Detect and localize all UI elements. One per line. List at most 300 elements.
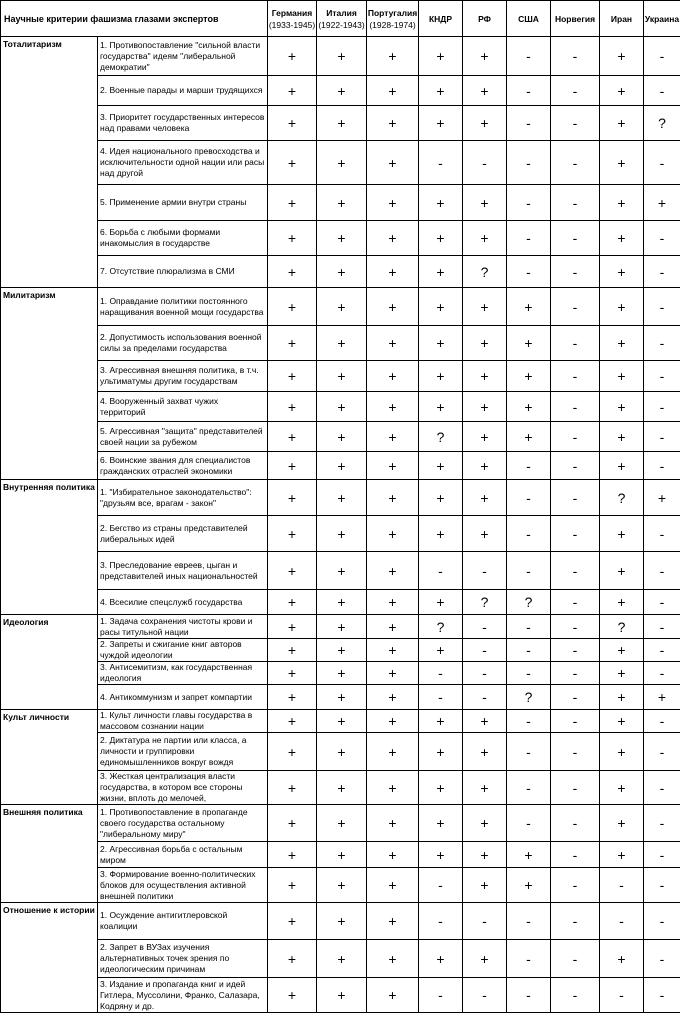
- mark-cell: +: [268, 903, 317, 940]
- table-row: [1, 552, 680, 590]
- mark-cell: +: [463, 516, 507, 552]
- mark-cell: +: [419, 185, 463, 221]
- mark-cell: +: [367, 842, 419, 868]
- mark-cell: -: [644, 590, 680, 615]
- mark-cell: -: [644, 221, 680, 256]
- mark-cell: +: [317, 903, 367, 940]
- mark-cell: -: [644, 733, 680, 771]
- mark-cell: +: [367, 361, 419, 392]
- mark-cell: +: [317, 76, 367, 106]
- mark-cell: -: [551, 221, 600, 256]
- mark-cell: -: [463, 978, 507, 1013]
- mark-cell: +: [268, 76, 317, 106]
- mark-cell: +: [419, 256, 463, 288]
- mark-cell: +: [317, 842, 367, 868]
- mark-cell: -: [644, 37, 680, 76]
- mark-cell: +: [463, 106, 507, 141]
- mark-cell: +: [600, 141, 644, 185]
- table-row: [1, 903, 680, 940]
- mark-cell: -: [551, 868, 600, 903]
- criterion-cell: 2. Агрессивная борьба с остальным миром: [98, 842, 268, 868]
- mark-cell: -: [644, 639, 680, 662]
- criterion-cell: 3. Формирование военно-политических блоков для осуществления активной внешней политики: [98, 868, 268, 903]
- mark-cell: -: [551, 452, 600, 480]
- mark-cell: +: [600, 590, 644, 615]
- mark-cell: +: [317, 452, 367, 480]
- mark-cell: +: [600, 361, 644, 392]
- criterion-cell: 2. Диктатура не партии или класса, а личности и группировки единомышленников вокруг вождя: [98, 733, 268, 771]
- mark-cell: +: [419, 842, 463, 868]
- mark-cell: +: [600, 842, 644, 868]
- mark-cell: +: [463, 842, 507, 868]
- criterion-cell: 1. Оправдание политики постоянного наращивания военной мощи государства: [98, 288, 268, 326]
- mark-cell: +: [463, 771, 507, 805]
- mark-cell: -: [419, 552, 463, 590]
- mark-cell: +: [463, 940, 507, 978]
- mark-cell: +: [268, 422, 317, 452]
- mark-cell: -: [507, 805, 551, 842]
- mark-cell: -: [507, 552, 551, 590]
- mark-cell: +: [600, 422, 644, 452]
- column-name: Италия: [326, 7, 357, 18]
- mark-cell: +: [367, 452, 419, 480]
- column-name: Германия: [271, 7, 313, 18]
- column-header: [317, 1, 367, 37]
- mark-cell: +: [317, 639, 367, 662]
- mark-cell: +: [317, 978, 367, 1013]
- mark-cell: +: [367, 771, 419, 805]
- mark-cell: -: [463, 903, 507, 940]
- mark-cell: -: [551, 639, 600, 662]
- mark-cell: -: [463, 552, 507, 590]
- mark-cell: -: [507, 771, 551, 805]
- mark-cell: +: [317, 805, 367, 842]
- mark-cell: +: [507, 868, 551, 903]
- criterion-cell: 4. Вооруженный захват чужих территорий: [98, 392, 268, 422]
- mark-cell: +: [507, 842, 551, 868]
- mark-cell: -: [507, 615, 551, 639]
- criterion-cell: 7. Отсутствие плюрализма в СМИ: [98, 256, 268, 288]
- table-row: [1, 480, 680, 516]
- mark-cell: ?: [507, 590, 551, 615]
- mark-cell: +: [367, 76, 419, 106]
- mark-cell: -: [419, 141, 463, 185]
- criterion-cell: 1. Противопоставление в пропаганде своего государства остальному "либеральному миру": [98, 805, 268, 842]
- mark-cell: +: [367, 903, 419, 940]
- mark-cell: -: [551, 978, 600, 1013]
- mark-cell: +: [317, 392, 367, 422]
- mark-cell: +: [268, 552, 317, 590]
- table-row: [1, 141, 680, 185]
- mark-cell: +: [419, 37, 463, 76]
- criterion-cell: 6. Борьба с любыми формами инакомыслия в государстве: [98, 221, 268, 256]
- criterion-cell: 2. Запреты и сжигание книг авторов чуждой идеологии: [98, 639, 268, 662]
- mark-cell: +: [600, 662, 644, 685]
- mark-cell: +: [600, 326, 644, 361]
- mark-cell: +: [419, 516, 463, 552]
- mark-cell: +: [317, 326, 367, 361]
- table-row: [1, 639, 680, 662]
- column-name: Иран: [610, 13, 633, 24]
- mark-cell: +: [317, 422, 367, 452]
- mark-cell: -: [644, 552, 680, 590]
- mark-cell: ?: [600, 615, 644, 639]
- mark-cell: -: [507, 639, 551, 662]
- mark-cell: +: [463, 326, 507, 361]
- table-row: [1, 185, 680, 221]
- mark-cell: +: [600, 552, 644, 590]
- mark-cell: +: [317, 37, 367, 76]
- criterion-cell: 1. "Избирательное законодательство": "друзьям все, врагам - закон": [98, 480, 268, 516]
- mark-cell: +: [268, 221, 317, 256]
- mark-cell: -: [644, 615, 680, 639]
- mark-cell: -: [644, 842, 680, 868]
- mark-cell: +: [367, 940, 419, 978]
- mark-cell: -: [463, 639, 507, 662]
- table-row: [1, 662, 680, 685]
- mark-cell: +: [367, 805, 419, 842]
- column-period: (1928-1974): [369, 19, 416, 30]
- table-row: [1, 590, 680, 615]
- mark-cell: +: [317, 480, 367, 516]
- mark-cell: -: [551, 480, 600, 516]
- mark-cell: +: [367, 185, 419, 221]
- mark-cell: -: [507, 37, 551, 76]
- mark-cell: -: [600, 978, 644, 1013]
- mark-cell: +: [600, 185, 644, 221]
- mark-cell: +: [367, 710, 419, 733]
- mark-cell: +: [367, 288, 419, 326]
- category-cell: Внешняя политика: [1, 805, 98, 903]
- mark-cell: +: [463, 185, 507, 221]
- mark-cell: +: [317, 710, 367, 733]
- mark-cell: +: [317, 771, 367, 805]
- criterion-cell: 1. Культ личности главы государства в массовом сознании нации: [98, 710, 268, 733]
- mark-cell: +: [600, 733, 644, 771]
- mark-cell: -: [644, 662, 680, 685]
- mark-cell: +: [317, 288, 367, 326]
- mark-cell: ?: [419, 422, 463, 452]
- mark-cell: -: [644, 978, 680, 1013]
- mark-cell: -: [551, 392, 600, 422]
- mark-cell: +: [367, 639, 419, 662]
- mark-cell: -: [551, 685, 600, 710]
- mark-cell: +: [317, 733, 367, 771]
- mark-cell: +: [600, 37, 644, 76]
- column-header: [600, 1, 644, 37]
- mark-cell: +: [463, 452, 507, 480]
- column-header: [268, 1, 317, 37]
- mark-cell: +: [268, 940, 317, 978]
- mark-cell: +: [268, 361, 317, 392]
- mark-cell: +: [317, 590, 367, 615]
- mark-cell: -: [507, 710, 551, 733]
- mark-cell: +: [463, 422, 507, 452]
- table-row: [1, 76, 680, 106]
- mark-cell: -: [644, 288, 680, 326]
- mark-cell: +: [644, 185, 680, 221]
- table-row: [1, 452, 680, 480]
- mark-cell: +: [463, 37, 507, 76]
- mark-cell: +: [367, 590, 419, 615]
- category-cell: Отношение к истории: [1, 903, 98, 1013]
- category-cell: Культ личности: [1, 710, 98, 805]
- mark-cell: +: [367, 662, 419, 685]
- mark-cell: +: [367, 868, 419, 903]
- mark-cell: ?: [463, 590, 507, 615]
- mark-cell: -: [644, 392, 680, 422]
- mark-cell: +: [600, 805, 644, 842]
- table-body: [1, 37, 680, 1013]
- mark-cell: +: [367, 615, 419, 639]
- mark-cell: +: [268, 978, 317, 1013]
- mark-cell: -: [551, 590, 600, 615]
- mark-cell: -: [419, 685, 463, 710]
- mark-cell: ?: [463, 256, 507, 288]
- mark-cell: -: [551, 185, 600, 221]
- mark-cell: -: [644, 903, 680, 940]
- mark-cell: -: [507, 516, 551, 552]
- mark-cell: +: [268, 733, 317, 771]
- mark-cell: +: [463, 76, 507, 106]
- mark-cell: +: [268, 615, 317, 639]
- mark-cell: ?: [419, 615, 463, 639]
- mark-cell: +: [463, 805, 507, 842]
- criterion-cell: 2. Бегство из страны представителей либеральных идей: [98, 516, 268, 552]
- mark-cell: +: [367, 141, 419, 185]
- mark-cell: +: [644, 685, 680, 710]
- mark-cell: ?: [507, 685, 551, 710]
- criterion-cell: 6. Воинские звания для специалистов гражданских отраслей экономики: [98, 452, 268, 480]
- mark-cell: +: [268, 185, 317, 221]
- mark-cell: -: [551, 805, 600, 842]
- mark-cell: +: [268, 288, 317, 326]
- mark-cell: +: [507, 361, 551, 392]
- mark-cell: -: [551, 141, 600, 185]
- mark-cell: +: [367, 392, 419, 422]
- mark-cell: -: [551, 288, 600, 326]
- mark-cell: -: [463, 685, 507, 710]
- mark-cell: -: [551, 326, 600, 361]
- mark-cell: -: [507, 733, 551, 771]
- column-name: КНДР: [428, 13, 453, 24]
- criterion-cell: 3. Жесткая централизация власти государства, в котором все стороны жизни, вплоть до мелочей,: [98, 771, 268, 805]
- mark-cell: +: [419, 452, 463, 480]
- mark-cell: +: [268, 685, 317, 710]
- mark-cell: +: [268, 868, 317, 903]
- mark-cell: -: [507, 480, 551, 516]
- criterion-cell: 2. Допустимость использования военной силы за пределами государства: [98, 326, 268, 361]
- mark-cell: -: [644, 771, 680, 805]
- mark-cell: ?: [644, 106, 680, 141]
- mark-cell: -: [419, 903, 463, 940]
- mark-cell: +: [268, 452, 317, 480]
- mark-cell: +: [507, 326, 551, 361]
- column-name: Украина: [644, 13, 680, 24]
- mark-cell: -: [551, 940, 600, 978]
- mark-cell: +: [268, 37, 317, 76]
- mark-cell: -: [507, 141, 551, 185]
- mark-cell: -: [551, 76, 600, 106]
- mark-cell: +: [268, 106, 317, 141]
- mark-cell: -: [551, 256, 600, 288]
- mark-cell: +: [367, 480, 419, 516]
- mark-cell: +: [317, 185, 367, 221]
- criterion-cell: 1. Задача сохранения чистоты крови и расы титульной нации: [98, 615, 268, 639]
- mark-cell: +: [367, 106, 419, 141]
- mark-cell: +: [268, 326, 317, 361]
- mark-cell: +: [268, 590, 317, 615]
- mark-cell: +: [268, 256, 317, 288]
- mark-cell: +: [317, 361, 367, 392]
- mark-cell: +: [600, 771, 644, 805]
- mark-cell: +: [268, 805, 317, 842]
- mark-cell: -: [419, 978, 463, 1013]
- mark-cell: +: [268, 771, 317, 805]
- column-period: (1933-1945): [268, 19, 316, 30]
- mark-cell: -: [551, 552, 600, 590]
- column-header: [367, 1, 419, 37]
- mark-cell: +: [507, 392, 551, 422]
- category-cell: Идеология: [1, 615, 98, 710]
- mark-cell: +: [419, 480, 463, 516]
- mark-cell: +: [367, 516, 419, 552]
- mark-cell: -: [644, 452, 680, 480]
- mark-cell: +: [268, 710, 317, 733]
- mark-cell: +: [268, 392, 317, 422]
- mark-cell: +: [419, 392, 463, 422]
- mark-cell: +: [268, 662, 317, 685]
- mark-cell: +: [317, 868, 367, 903]
- mark-cell: +: [367, 221, 419, 256]
- column-period: (1922-1943): [318, 19, 365, 30]
- mark-cell: +: [419, 288, 463, 326]
- mark-cell: +: [419, 221, 463, 256]
- mark-cell: -: [644, 710, 680, 733]
- mark-cell: +: [463, 733, 507, 771]
- mark-cell: -: [551, 903, 600, 940]
- column-header: [419, 1, 463, 37]
- mark-cell: -: [644, 361, 680, 392]
- mark-cell: -: [551, 615, 600, 639]
- mark-cell: +: [600, 452, 644, 480]
- mark-cell: -: [551, 37, 600, 76]
- mark-cell: +: [268, 639, 317, 662]
- mark-cell: -: [419, 868, 463, 903]
- column-name: РФ: [478, 13, 491, 24]
- table-row: [1, 516, 680, 552]
- mark-cell: +: [317, 552, 367, 590]
- criterion-cell: 3. Издание и пропаганда книг и идей Гитлера, Муссолини, Франко, Салазара, Кодряну и др.: [98, 978, 268, 1013]
- mark-cell: +: [367, 422, 419, 452]
- mark-cell: -: [507, 903, 551, 940]
- mark-cell: +: [419, 639, 463, 662]
- mark-cell: -: [644, 422, 680, 452]
- mark-cell: -: [644, 256, 680, 288]
- table-row: [1, 256, 680, 288]
- category-cell: Милитаризм: [1, 288, 98, 480]
- mark-cell: -: [463, 662, 507, 685]
- table-row: [1, 422, 680, 452]
- mark-cell: -: [551, 662, 600, 685]
- mark-cell: +: [600, 106, 644, 141]
- mark-cell: +: [600, 76, 644, 106]
- mark-cell: -: [507, 940, 551, 978]
- table-row: [1, 326, 680, 361]
- criterion-cell: 1. Противопоставление "сильной власти государства" идеям "либеральной демократии": [98, 37, 268, 76]
- mark-cell: -: [644, 326, 680, 361]
- mark-cell: -: [551, 733, 600, 771]
- mark-cell: -: [463, 141, 507, 185]
- criterion-cell: 4. Идея национального превосходства и исключительности одной нации или расы над другой: [98, 141, 268, 185]
- mark-cell: -: [600, 903, 644, 940]
- mark-cell: -: [419, 662, 463, 685]
- mark-cell: -: [644, 868, 680, 903]
- mark-cell: +: [419, 733, 463, 771]
- table-row: [1, 685, 680, 710]
- mark-cell: -: [507, 662, 551, 685]
- mark-cell: +: [419, 771, 463, 805]
- mark-cell: +: [419, 940, 463, 978]
- mark-cell: +: [419, 76, 463, 106]
- mark-cell: +: [419, 805, 463, 842]
- table-header: [1, 1, 680, 37]
- mark-cell: -: [644, 141, 680, 185]
- mark-cell: +: [600, 639, 644, 662]
- mark-cell: +: [367, 256, 419, 288]
- category-cell: Внутренняя политика: [1, 480, 98, 615]
- mark-cell: +: [317, 256, 367, 288]
- mark-cell: +: [317, 662, 367, 685]
- mark-cell: +: [367, 552, 419, 590]
- mark-cell: +: [507, 422, 551, 452]
- table-row: [1, 221, 680, 256]
- mark-cell: +: [419, 710, 463, 733]
- mark-cell: -: [551, 842, 600, 868]
- criterion-cell: 4. Всесилие спецслужб государства: [98, 590, 268, 615]
- mark-cell: +: [600, 710, 644, 733]
- column-name: Португалия: [367, 7, 418, 18]
- mark-cell: -: [644, 76, 680, 106]
- criterion-cell: 2. Запрет в ВУЗах изучения альтернативных точек зрения по идеологическим причинам: [98, 940, 268, 978]
- criterion-cell: 1. Осуждение антигитлеровской коалиции: [98, 903, 268, 940]
- mark-cell: +: [600, 516, 644, 552]
- mark-cell: +: [367, 326, 419, 361]
- mark-cell: +: [268, 480, 317, 516]
- table-row: [1, 615, 680, 639]
- column-header: [507, 1, 551, 37]
- mark-cell: +: [600, 685, 644, 710]
- mark-cell: -: [507, 106, 551, 141]
- mark-cell: -: [507, 978, 551, 1013]
- column-header: [551, 1, 600, 37]
- table-row: [1, 37, 680, 76]
- table-row: [1, 868, 680, 903]
- mark-cell: ?: [600, 480, 644, 516]
- mark-cell: +: [367, 685, 419, 710]
- mark-cell: +: [317, 106, 367, 141]
- mark-cell: +: [644, 480, 680, 516]
- mark-cell: +: [463, 288, 507, 326]
- criterion-cell: 5. Применение армии внутри страны: [98, 185, 268, 221]
- mark-cell: +: [507, 288, 551, 326]
- table-row: [1, 710, 680, 733]
- mark-cell: +: [600, 256, 644, 288]
- table-row: [1, 842, 680, 868]
- table-title: Научные критерии фашизма глазами экспертов: [1, 1, 268, 37]
- mark-cell: +: [463, 361, 507, 392]
- mark-cell: +: [367, 978, 419, 1013]
